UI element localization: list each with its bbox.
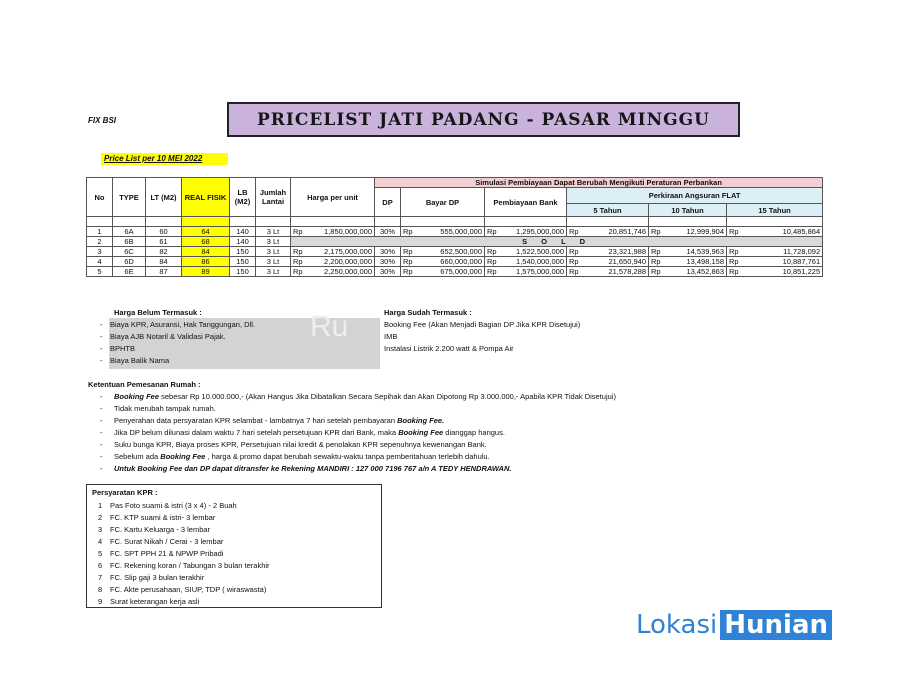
currency-y10: Rp (649, 227, 663, 237)
cell-pembiayaan: 1,295,000,000 (499, 227, 567, 237)
list-item (88, 343, 388, 355)
list-item (362, 331, 704, 343)
col-lb: LB (M2) (230, 178, 256, 217)
currency-pembiayaan: Rp (485, 227, 499, 237)
kpr-item (92, 572, 376, 584)
bold-text: Untuk Booking Fee dan DP dapat ditransfer ke Rekening MANDIRI : 127 000 7196 767 a/n A TEDY HENDRAWAN. (114, 464, 512, 473)
list-item-text: IMB (384, 332, 398, 341)
table-row (87, 237, 823, 247)
bullet-dash: - (100, 332, 103, 341)
table-row (87, 227, 823, 237)
harga-sudah-head: Harga Sudah Termasuk : (384, 308, 472, 317)
list-item-text: BPHTB (110, 344, 136, 353)
kpr-item-number: 2 (98, 513, 103, 522)
cell-lantai: 3 Lt (256, 257, 291, 267)
kpr-item (92, 512, 376, 524)
kpr-item-number: 3 (98, 525, 103, 534)
sold-label: S O L D (291, 237, 823, 247)
list-item (88, 331, 388, 343)
cell-type: 6B (113, 237, 146, 247)
currency-y5: Rp (567, 247, 581, 257)
col-lt: LT (M2) (146, 178, 182, 217)
cell-bayar-dp: 660,000,000 (415, 257, 485, 267)
cell-lantai: 3 Lt (256, 237, 291, 247)
cell-no: 5 (87, 267, 113, 277)
currency-harga: Rp (291, 257, 305, 267)
kpr-item-number: 1 (98, 501, 103, 510)
list-item-text: Instalasi Listrik 2.200 watt & Pompa Air (384, 344, 514, 353)
harga-belum-head: Harga Belum Termasuk : (114, 308, 202, 317)
cell-15-tahun: 10,887,761 (741, 257, 823, 267)
list-item-text: Suku bunga KPR, Biaya proses KPR, Persetujuan nilai kredit & penolakan KPR sepenuhnya kewenangan Bank. (114, 440, 487, 449)
list-item (88, 355, 388, 367)
kpr-item-number: 4 (98, 537, 103, 546)
list-item (88, 415, 728, 427)
currency-y15: Rp (727, 257, 741, 267)
currency-bayar-dp: Rp (401, 267, 415, 277)
bullet-dash: - (100, 320, 103, 329)
currency-y10: Rp (649, 257, 663, 267)
currency-y15: Rp (727, 247, 741, 257)
cell-bayar-dp: 675,000,000 (415, 267, 485, 277)
cell-5-tahun: 20,851,746 (581, 227, 649, 237)
bullet-dash: - (100, 392, 103, 401)
cell-bayar-dp: 555,000,000 (415, 227, 485, 237)
cell-real-fisik: 84 (182, 247, 230, 257)
bullet-dash: - (100, 428, 103, 437)
kpr-item-text: FC. Surat Nikah / Cerai - 3 lembar (110, 537, 224, 546)
list-item-text: Jika DP belum dilunasi dalam waktu 7 hari setelah persetujuan KPR dari Bank, maka (114, 428, 399, 437)
list-item-text: Sebelum ada (114, 452, 161, 461)
cell-no: 1 (87, 227, 113, 237)
currency-harga: Rp (291, 247, 305, 257)
list-item-text: Booking Fee (Akan Menjadi Bagian DP Jika KPR Disetujui) (384, 320, 581, 329)
currency-y5: Rp (567, 257, 581, 267)
col-type: TYPE (113, 178, 146, 217)
col-bayar-dp: Bayar DP (401, 188, 485, 217)
list-item-text: dianggap hangus. (443, 428, 505, 437)
kpr-item-text: Pas Foto suami & istri (3 x 4) - 2 Buah (110, 501, 237, 510)
cell-15-tahun: 11,728,092 (741, 247, 823, 257)
kpr-item (92, 536, 376, 548)
currency-pembiayaan: Rp (485, 257, 499, 267)
list-item-text: Penyerahan data persyaratan KPR selambat - lambatnya 7 hari setelah pembayaran (114, 416, 398, 425)
page-title: PRICELIST JATI PADANG - PASAR MINGGU (257, 109, 710, 130)
cell-harga: 1,850,000,000 (305, 227, 375, 237)
list-item (88, 451, 728, 463)
cell-type: 6A (113, 227, 146, 237)
cell-lb: 140 (230, 237, 256, 247)
kpr-item-text: FC. Slip gaji 3 bulan terakhir (110, 573, 205, 582)
kpr-item (92, 548, 376, 560)
cell-dp: 30% (375, 267, 401, 277)
list-item-text: Biaya KPR, Asuransi, Hak Tanggungan, Dll. (110, 320, 255, 329)
cell-10-tahun: 13,452,863 (663, 267, 727, 277)
list-item-text: Tidak merubah tampak rumah. (114, 404, 216, 413)
list-item (88, 391, 728, 403)
cell-5-tahun: 21,578,288 (581, 267, 649, 277)
cell-harga: 2,250,000,000 (305, 267, 375, 277)
persyaratan-kpr-box (86, 484, 382, 608)
list-item (88, 319, 388, 331)
kpr-item-number: 7 (98, 573, 103, 582)
cell-lb: 150 (230, 247, 256, 257)
col-5-tahun: 5 Tahun (567, 204, 649, 217)
table-row (87, 247, 823, 257)
currency-y15: Rp (727, 267, 741, 277)
cell-5-tahun: 21,650,940 (581, 257, 649, 267)
cell-dp: 30% (375, 227, 401, 237)
list-item (88, 427, 728, 439)
ketentuan-section (88, 380, 728, 475)
price-table (86, 177, 823, 277)
cell-lt: 87 (146, 267, 182, 277)
kpr-item-number: 6 (98, 561, 103, 570)
logo-part2: Hunian (720, 610, 832, 640)
cell-type: 6C (113, 247, 146, 257)
cell-pembiayaan: 1,522,500,000 (499, 247, 567, 257)
kpr-item (92, 560, 376, 572)
watermark: Ru (310, 310, 349, 343)
price-list-date: Price List per 10 MEI 2022 (101, 153, 228, 165)
harga-belum-section (88, 308, 388, 367)
lokasihunian-logo (636, 610, 832, 640)
cell-10-tahun: 13,498,158 (663, 257, 727, 267)
cell-type: 6E (113, 267, 146, 277)
col-harga: Harga per unit (291, 178, 375, 217)
cell-no: 4 (87, 257, 113, 267)
table-row (87, 257, 823, 267)
col-no: No (87, 178, 113, 217)
cell-15-tahun: 10,851,225 (741, 267, 823, 277)
cell-dp: 30% (375, 257, 401, 267)
col-dp: DP (375, 188, 401, 217)
ketentuan-head: Ketentuan Pemesanan Rumah : (88, 380, 201, 389)
cell-lantai: 3 Lt (256, 267, 291, 277)
col-real-fisik: REAL FISIK (182, 178, 230, 217)
list-item (88, 439, 728, 451)
list-item-text: Biaya Balik Nama (110, 356, 170, 365)
list-item (88, 463, 728, 475)
kpr-item-text: Surat keterangan kerja asli (110, 597, 200, 606)
bullet-dash: - (100, 416, 103, 425)
currency-bayar-dp: Rp (401, 257, 415, 267)
col-pembiayaan: Pembiayaan Bank (485, 188, 567, 217)
col-10-tahun: 10 Tahun (649, 204, 727, 217)
cell-pembiayaan: 1,540,000,000 (499, 257, 567, 267)
kpr-item-number: 8 (98, 585, 103, 594)
kpr-item (92, 500, 376, 512)
kpr-item-number: 5 (98, 549, 103, 558)
list-item-text: sebesar Rp 10.000.000,- (Akan Hangus Jika Dibatalkan Secara Sepihak dan Akan Dipotong Rp 3.000.000,- Apabila KPR Tidak Disetujui) (159, 392, 616, 401)
currency-y10: Rp (649, 247, 663, 257)
cell-no: 3 (87, 247, 113, 257)
cell-lb: 150 (230, 267, 256, 277)
bold-text: Booking Fee (398, 428, 444, 437)
kpr-item-text: FC. Akte perusahaan, SIUP, TDP ( wiraswasta) (110, 585, 267, 594)
cell-5-tahun: 23,321,988 (581, 247, 649, 257)
harga-sudah-section (384, 308, 704, 355)
kpr-item-text: FC. SPT PPH 21 & NPWP Pribadi (110, 549, 224, 558)
currency-harga: Rp (291, 227, 305, 237)
list-item (362, 319, 704, 331)
simulasi-header: Simulasi Pembiayaan Dapat Berubah Mengikuti Peraturan Perbankan (375, 178, 823, 188)
currency-bayar-dp: Rp (401, 227, 415, 237)
bullet-dash: - (100, 344, 103, 353)
bold-text: Booking Fee (160, 452, 206, 461)
cell-real-fisik: 86 (182, 257, 230, 267)
kpr-item (92, 596, 376, 608)
title-box (227, 102, 740, 137)
table-row (87, 267, 823, 277)
cell-10-tahun: 14,539,963 (663, 247, 727, 257)
kpr-item (92, 524, 376, 536)
currency-bayar-dp: Rp (401, 247, 415, 257)
currency-harga: Rp (291, 267, 305, 277)
cell-pembiayaan: 1,575,000,000 (499, 267, 567, 277)
bold-text: Booking Fee (114, 392, 160, 401)
col-15-tahun: 15 Tahun (727, 204, 823, 217)
list-item (88, 403, 728, 415)
list-item-text: , harga & promo dapat berubah sewaktu-waktu tanpa pemberitahuan terlebih dahulu. (205, 452, 490, 461)
bullet-dash: - (100, 452, 103, 461)
cell-15-tahun: 10,485,864 (741, 227, 823, 237)
list-item-text: Biaya AJB Notaril & Validasi Pajak. (110, 332, 226, 341)
currency-y15: Rp (727, 227, 741, 237)
cell-bayar-dp: 652,500,000 (415, 247, 485, 257)
cell-dp: 30% (375, 247, 401, 257)
list-item (362, 343, 704, 355)
kpr-item (92, 584, 376, 596)
kpr-item-text: FC. Rekening koran / Tabungan 3 bulan terakhir (110, 561, 270, 570)
cell-lt: 84 (146, 257, 182, 267)
cell-lt: 60 (146, 227, 182, 237)
angsuran-header: Perkiraan Angsuran FLAT (567, 188, 823, 204)
cell-real-fisik: 89 (182, 267, 230, 277)
kpr-item-number: 9 (98, 597, 103, 606)
kpr-item-text: FC. Kartu Keluarga - 3 lembar (110, 525, 211, 534)
bullet-dash: - (100, 440, 103, 449)
cell-harga: 2,175,000,000 (305, 247, 375, 257)
kpr-item-text: FC. KTP suami & istri- 3 lembar (110, 513, 216, 522)
currency-y10: Rp (649, 267, 663, 277)
currency-y5: Rp (567, 227, 581, 237)
cell-lantai: 3 Lt (256, 227, 291, 237)
cell-lt: 82 (146, 247, 182, 257)
bullet-dash: - (100, 464, 103, 473)
cell-lt: 61 (146, 237, 182, 247)
cell-10-tahun: 12,999,904 (663, 227, 727, 237)
cell-lb: 140 (230, 227, 256, 237)
cell-lantai: 3 Lt (256, 247, 291, 257)
cell-harga: 2,200,000,000 (305, 257, 375, 267)
persyaratan-kpr-head: Persyaratan KPR : (92, 488, 158, 497)
logo-part1: Lokasi (636, 610, 718, 640)
currency-y5: Rp (567, 267, 581, 277)
cell-real-fisik: 68 (182, 237, 230, 247)
fix-label: FIX BSI (88, 116, 117, 125)
bullet-dash: - (100, 356, 103, 365)
cell-type: 6D (113, 257, 146, 267)
bold-text: Booking Fee. (397, 416, 445, 425)
currency-pembiayaan: Rp (485, 247, 499, 257)
currency-pembiayaan: Rp (485, 267, 499, 277)
cell-real-fisik: 64 (182, 227, 230, 237)
bullet-dash: - (100, 404, 103, 413)
cell-no: 2 (87, 237, 113, 247)
cell-lb: 150 (230, 257, 256, 267)
col-jumlah-lantai: Jumlah Lantai (256, 178, 291, 217)
